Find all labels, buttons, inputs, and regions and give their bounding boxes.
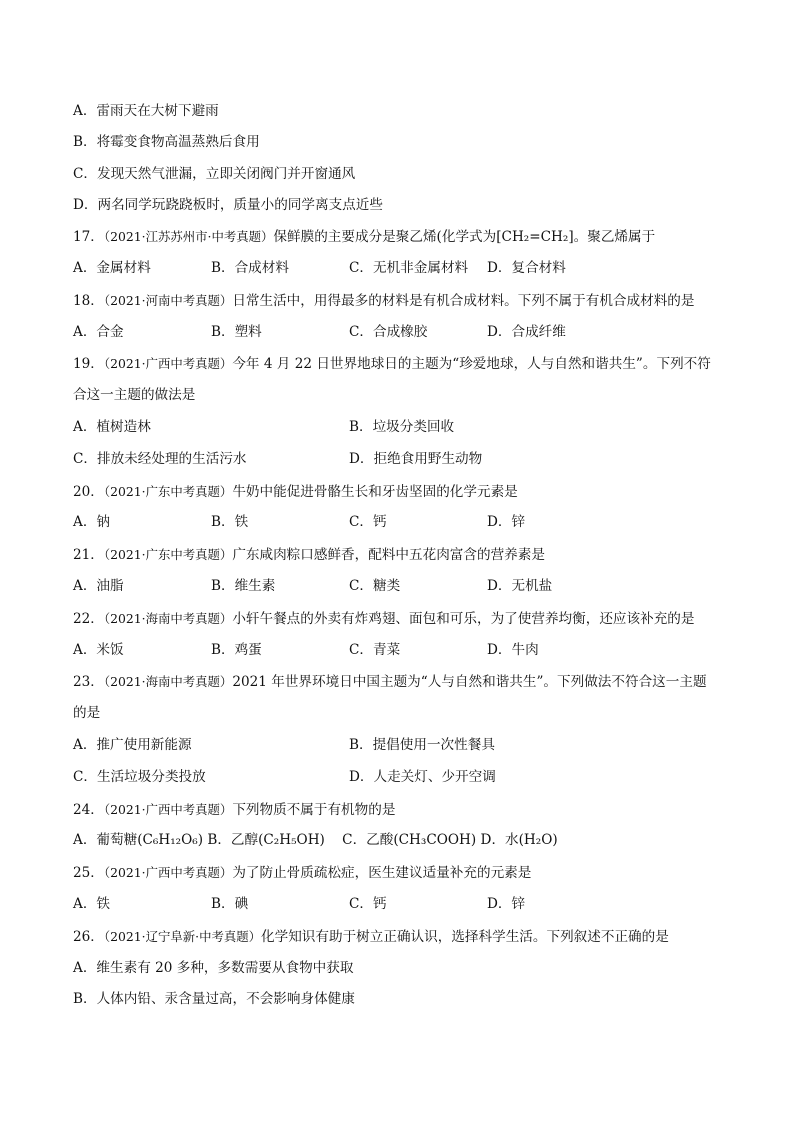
option: C．乙酸(CH₃COOH) [342, 832, 477, 849]
question-number: 22． [73, 610, 104, 627]
question-source: （2021·江苏苏州市·中考真题） [103, 229, 274, 245]
q23-options-row1 [73, 730, 733, 762]
q21-options [73, 571, 733, 603]
q23-stem-continued: 的是 [73, 705, 101, 722]
question-text: 牛奶中能促进骨骼生长和牙齿坚固的化学元素是 [232, 483, 518, 500]
q19-options-row2 [73, 444, 733, 476]
option: B．垃圾分类回收 [349, 418, 455, 435]
option: C．钙 [349, 895, 387, 912]
option: D．牛肉 [487, 641, 539, 658]
option: C．无机非金属材料 [349, 259, 469, 276]
option: A．合金 [73, 323, 124, 340]
option: C．生活垃圾分类投放 [73, 768, 206, 785]
q21-stem [73, 539, 733, 571]
question-text-end: 。聚乙烯属于 [573, 229, 656, 246]
question-source: （2021·广东中考真题） [103, 483, 233, 499]
question-text: 为了防止骨质疏松症，医生建议适量补充的元素是 [232, 865, 532, 882]
question-text: 今年 4 月 22 日世界地球日的主题为“珍爱地球，人与自然和谐共生”。下列不符 [232, 356, 711, 373]
question-number: 24． [73, 801, 104, 818]
option: C．合成橡胶 [349, 323, 428, 340]
option: C．糖类 [349, 577, 401, 594]
q16-option-a: A．雷雨天在大树下避雨 [73, 103, 219, 119]
option: B．乙醇(C₂H₅OH) [207, 832, 325, 849]
question-text: 保鲜膜的主要成分是聚乙烯(化学式为 [273, 229, 497, 246]
q24-stem [73, 794, 733, 826]
question-number: 17． [73, 229, 104, 246]
q26-stem [73, 921, 733, 953]
q19-options-row1 [73, 412, 733, 444]
q26-option-a: A．维生素有 20 多种，多数需要从食物中获取 [73, 959, 354, 976]
option: D．拒绝食用野生动物 [349, 450, 483, 467]
question-text: 小轩午餐点的外卖有炸鸡翅、面包和可乐，为了使营养均衡，还应该补充的是 [232, 610, 695, 627]
q19-stem [73, 348, 733, 380]
option: A．葡萄糖(C₆H₁₂O₆) [73, 832, 203, 849]
q25-stem [73, 857, 733, 889]
option: D．水(H₂O) [480, 832, 558, 849]
question-source: （2021·广西中考真题） [103, 801, 233, 817]
chemical-formula: [CH₂=CH₂] [496, 229, 574, 246]
q16-option-b: B．将霉变食物高温蒸熟后食用 [73, 134, 260, 151]
option: D．无机盐 [487, 577, 553, 594]
question-text: 下列物质不属于有机物的是 [232, 801, 396, 818]
question-number: 19． [73, 356, 104, 373]
option: A．植树造林 [73, 418, 151, 435]
option: B．碘 [211, 895, 249, 912]
option: A．推广使用新能源 [73, 736, 192, 753]
q16-option-c: C．发现天然气泄漏，立即关闭阀门并开窗通风 [73, 165, 356, 182]
question-text: 日常生活中，用得最多的材料是有机合成材料。下列不属于有机合成材料的是 [232, 292, 695, 309]
q17-options [73, 253, 733, 285]
option: B．合成材料 [211, 259, 289, 276]
q16-option-d: D．两名同学玩跷跷板时，质量小的同学离支点近些 [73, 196, 383, 213]
question-source: （2021·辽宁阜新·中考真题） [103, 928, 262, 944]
option: A．钠 [73, 514, 111, 531]
option: A．金属材料 [73, 259, 151, 276]
question-text: 广东咸肉粽口感鲜香，配料中五花肉富含的营养素是 [232, 547, 545, 564]
question-number: 26． [73, 928, 104, 945]
question-source: （2021·广西中考真题） [103, 356, 233, 372]
option: D．合成纤维 [487, 323, 566, 340]
question-number: 21． [73, 547, 104, 564]
question-source: （2021·广西中考真题） [103, 865, 233, 881]
question-number: 23． [73, 674, 104, 691]
q23-stem [73, 666, 733, 698]
option: D．锌 [487, 895, 526, 912]
option: A．油脂 [73, 577, 124, 594]
q22-options [73, 635, 733, 667]
q19-stem-continued: 合这一主题的做法是 [73, 387, 196, 404]
question-source: （2021·河南中考真题） [103, 292, 233, 308]
option: B．塑料 [211, 323, 262, 340]
option: A．铁 [73, 895, 111, 912]
option: D．复合材料 [487, 259, 566, 276]
option: B．维生素 [211, 577, 276, 594]
q25-options [73, 889, 733, 921]
option: B．鸡蛋 [211, 641, 262, 658]
question-number: 25． [73, 865, 104, 882]
question-source: （2021·海南中考真题） [103, 610, 233, 626]
option: D．锌 [487, 514, 526, 531]
question-text: 2021 年世界环境日中国主题为“人与自然和谐共生”。下列做法不符合这一主题 [232, 674, 707, 691]
q17-stem [73, 221, 733, 253]
q18-stem [73, 285, 733, 317]
option: B．提倡使用一次性餐具 [349, 736, 495, 753]
option: A．米饭 [73, 641, 124, 658]
q22-stem [73, 603, 733, 635]
option: C．青菜 [349, 641, 401, 658]
option: D．人走关灯、少开空调 [349, 768, 496, 785]
q23-options-row2 [73, 762, 733, 794]
q18-options [73, 317, 733, 349]
worksheet-page [73, 96, 733, 1016]
question-source: （2021·海南中考真题） [103, 674, 233, 690]
q26-option-b: B．人体内铅、汞含量过高，不会影响身体健康 [73, 991, 355, 1008]
question-number: 20． [73, 483, 104, 500]
question-number: 18． [73, 292, 104, 309]
option: C．钙 [349, 514, 387, 531]
option: C．排放未经处理的生活污水 [73, 450, 247, 467]
q24-options [73, 825, 733, 857]
question-text: 化学知识有助于树立正确认识，选择科学生活。下列叙述不正确的是 [261, 928, 669, 945]
question-source: （2021·广东中考真题） [103, 547, 233, 563]
q20-options [73, 507, 733, 539]
option: B．铁 [211, 514, 249, 531]
q20-stem [73, 476, 733, 508]
